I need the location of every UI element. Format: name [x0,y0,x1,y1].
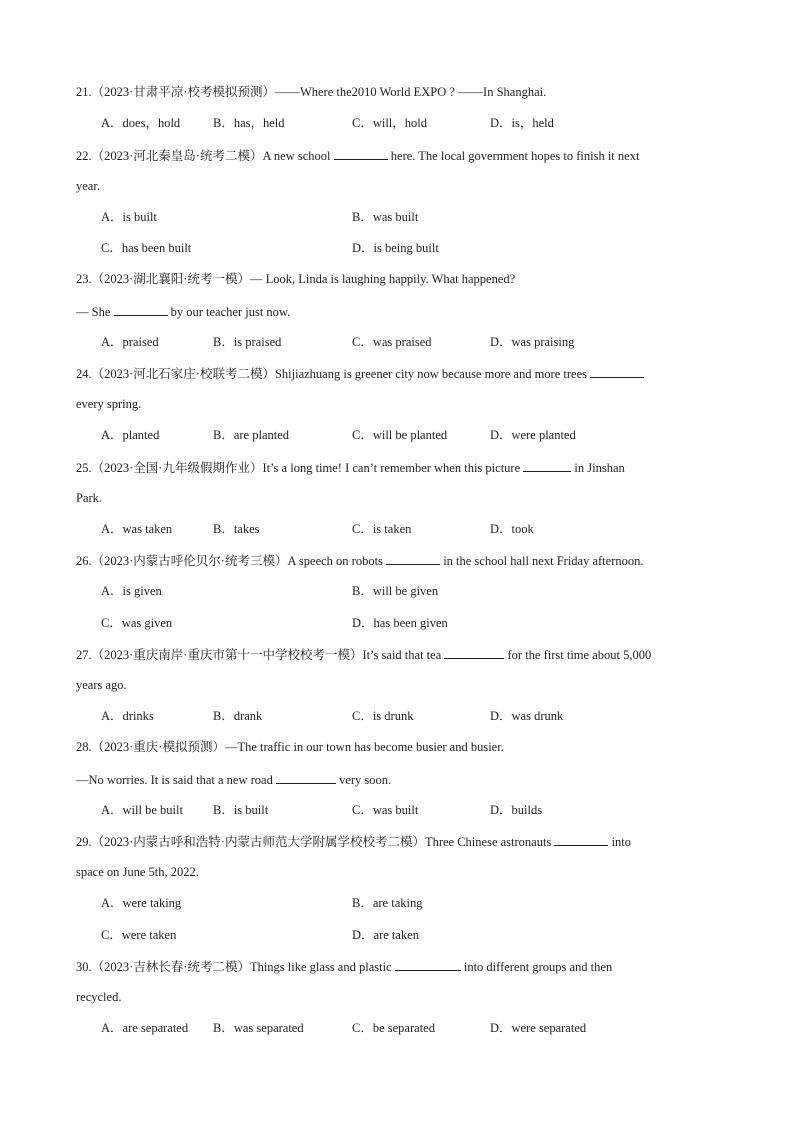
option-b[interactable]: B．has，held [213,116,285,130]
question-29 [76,833,724,850]
question-text: ——Where the2010 World EXPO ? ——In Shanghai. [274,85,547,99]
question-text: Three Chinese astronauts [424,835,552,849]
question-continuation: every spring. [76,397,142,411]
question-text: —The traffic in our town has become busier and busier. [224,740,504,754]
question-21 [76,84,724,100]
option-b[interactable]: B．is praised [213,335,282,349]
question-continuation: space on June 5th, 2022. [76,865,199,879]
option-c[interactable]: C．has been built [101,241,192,255]
question-text: — She [76,305,111,319]
option-c[interactable]: C．is taken [352,522,412,536]
question-source: （2023·甘肃平凉·校考模拟预测） [91,85,275,99]
option-c[interactable]: C．is drunk [352,709,414,723]
question-22 [76,147,724,164]
question-continuation: recycled. [76,990,122,1004]
answer-blank [444,646,504,659]
question-continuation: years ago. [76,678,127,692]
option-a[interactable]: A．does，hold [101,116,181,130]
question-text: for the first time about 5,000 [507,648,652,662]
option-a[interactable]: A．is built [101,210,157,224]
option-d[interactable]: D．are taken [352,928,419,942]
question-source: （2023·河北秦皇岛·统考二模） [91,149,263,163]
option-d[interactable]: D．were separated [490,1021,587,1035]
question-text: It’s a long time! I can’t remember when this picture [262,461,521,475]
option-d[interactable]: D．is being built [352,241,439,255]
answer-blank [334,147,388,160]
question-source: （2023·重庆·模拟预测） [91,740,225,754]
option-d[interactable]: D．builds [490,803,543,817]
option-d[interactable]: D．was drunk [490,709,564,723]
answer-blank [554,833,608,846]
option-a[interactable]: A．are separated [101,1021,189,1035]
question-23 [76,271,724,287]
option-b[interactable]: B．are taking [352,896,423,910]
option-a[interactable]: A．planted [101,428,160,442]
option-c[interactable]: C．was praised [352,335,432,349]
question-text: — Look, Linda is laughing happily. What happened? [249,272,516,286]
question-text: in Jinshan [574,461,625,475]
option-a[interactable]: A．drinks [101,709,154,723]
question-30 [76,958,724,975]
question-source: （2023·湖北襄阳·统考一模） [91,272,250,286]
option-c[interactable]: C．were taken [101,928,177,942]
question-25 [76,459,724,476]
option-a[interactable]: A．will be built [101,803,183,817]
question-26 [76,552,724,569]
question-source: （2023·河北石家庄·校联考二模） [91,367,275,381]
option-b[interactable]: B．drank [213,709,263,723]
question-text: very soon. [339,773,392,787]
question-number: 24. [76,367,92,381]
answer-blank [114,303,168,316]
option-d[interactable]: D．took [490,522,534,536]
option-c[interactable]: C．was given [101,616,173,630]
option-b[interactable]: B．are planted [213,428,290,442]
question-text: in the school hall next Friday afternoon. [443,554,644,568]
question-text: into different groups and then [463,960,613,974]
option-b[interactable]: B．was built [352,210,419,224]
question-number: 27. [76,648,92,662]
question-text: into [611,835,632,849]
question-source: （2023·全国·九年级假期作业） [91,461,263,475]
option-a[interactable]: A．is given [101,584,162,598]
question-text: —No worries. It is said that a new road [76,773,273,787]
option-b[interactable]: B．is built [213,803,269,817]
question-text: A speech on robots [287,554,383,568]
question-text: A new school [262,149,331,163]
question-text: by our teacher just now. [170,305,291,319]
option-c[interactable]: C．was built [352,803,419,817]
question-number: 23. [76,272,92,286]
option-b[interactable]: B．was separated [213,1021,304,1035]
option-c[interactable]: C．be separated [352,1021,435,1035]
option-b[interactable]: B．takes [213,522,260,536]
question-number: 22. [76,149,92,163]
answer-blank [523,459,571,472]
question-27 [76,646,724,663]
answer-blank [386,552,440,565]
question-source: （2023·内蒙古呼和浩特·内蒙古师范大学附属学校校考二模） [91,835,425,849]
option-d[interactable]: D．has been given [352,616,448,630]
answer-blank [276,771,336,784]
question-number: 29. [76,835,92,849]
question-source: （2023·吉林长春·统考二模） [91,960,250,974]
question-continuation: year. [76,179,100,193]
option-b[interactable]: B．will be given [352,584,439,598]
option-a[interactable]: A．were taking [101,896,182,910]
question-source: （2023·内蒙古呼伦贝尔·统考三模） [91,554,288,568]
question-source: （2023·重庆南岸·重庆市第十一中学校校考一模） [91,648,363,662]
option-d[interactable]: D．were planted [490,428,576,442]
question-number: 21. [76,85,92,99]
option-a[interactable]: A．praised [101,335,159,349]
answer-blank [590,365,644,378]
option-d[interactable]: D．was praising [490,335,575,349]
question-number: 25. [76,461,92,475]
question-text: Things like glass and plastic [249,960,392,974]
question-continuation: Park. [76,491,103,505]
question-text: It’s said that tea [362,648,442,662]
question-line [76,771,724,788]
answer-blank [395,958,461,971]
question-text: here. The local government hopes to finish it next [390,149,640,163]
question-28 [76,739,724,755]
question-number: 28. [76,740,92,754]
question-text: Shijiazhuang is greener city now because more and more trees [274,367,587,381]
question-number: 30. [76,960,92,974]
question-line [76,303,724,320]
option-c[interactable]: C．will be planted [352,428,448,442]
option-d[interactable]: D．is，held [490,116,554,130]
option-c[interactable]: C．will，hold [352,116,428,130]
option-a[interactable]: A．was taken [101,522,173,536]
question-24 [76,365,724,382]
question-number: 26. [76,554,92,568]
